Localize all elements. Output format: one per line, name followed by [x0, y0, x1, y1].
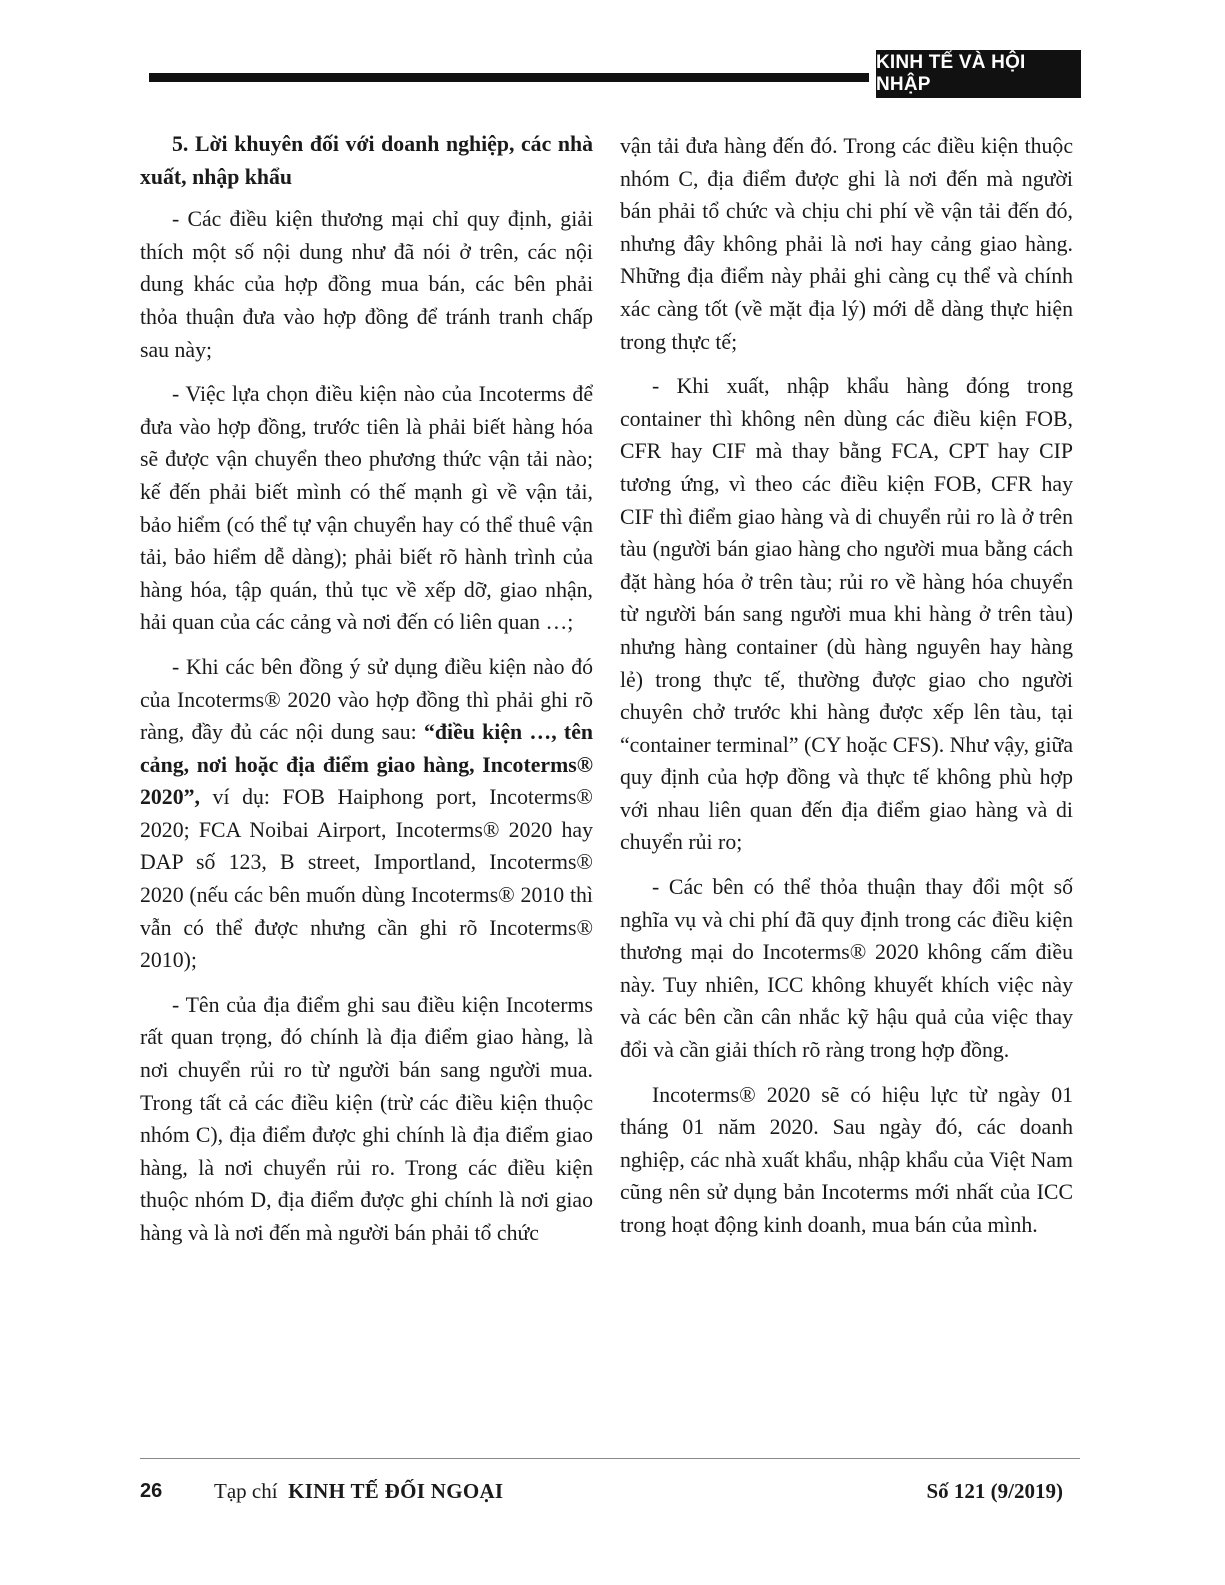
section-heading: 5. Lời khuyên đối với doanh nghiệp, các nhà xuất, nhập khẩu	[140, 132, 593, 189]
issue-number: Số 121 (9/2019)	[926, 1479, 1063, 1503]
journal-prefix: Tạp chí	[214, 1479, 278, 1503]
journal-name: KINH TẾ ĐỐI NGOẠI	[288, 1479, 504, 1503]
paragraph-text: ví dụ: FOB Haiphong port, Incoterms® 2020; FCA Noibai Airport, Incoterms® 2020 hay DAP số 123, B street, Importland, Incoterms® 2020 (nếu các bên muốn dùng Incoterms® 2010 thì vẫn có thể được nhưng cần ghi rõ Incoterms® 2010);	[140, 785, 593, 973]
paragraph	[140, 651, 593, 977]
paragraph: - Các điều kiện thương mại chỉ quy định, giải thích một số nội dung như đã nói ở trên, các nội dung khác của hợp đồng mua bán, các bên phải thỏa thuận đưa vào hợp đồng để tránh tranh chấp sau này;	[140, 207, 593, 362]
paragraph-text: - Khi các bên đồng ý sử dụng điều kiện nào đó của Incoterms® 2020 vào hợp đồng thì phải ghi rõ ràng, đầy đủ các nội dung sau:	[140, 654, 593, 745]
page-number: 26	[140, 1480, 163, 1502]
bold-phrase: “điều kiện …, tên cảng, nơi hoặc địa điểm giao hàng, Incoterms® 2020”,	[140, 720, 593, 810]
journal-title	[214, 1479, 503, 1504]
paragraph: - Các bên có thể thỏa thuận thay đổi một số nghĩa vụ và chi phí đã quy định trong các điều kiện thương mại do Incoterms® 2020 không cấm điều này. Tuy nhiên, ICC không khuyết khích việc này và các bên cần cân nhắc kỹ hậu quả của việc thay đổi và cần giải thích rõ ràng trong hợp đồng.	[620, 875, 1073, 1063]
paragraph: - Khi xuất, nhập khẩu hàng đóng trong container thì không nên dùng các điều kiện FOB, CFR hay CIF mà thay bằng FCA, CPT hay CIP tương ứng, vì theo các điều kiện FOB, CFR hay CIF thì điểm giao hàng và di chuyển rủi ro là ở trên tàu (người bán giao hàng cho người mua bằng cách đặt hàng hóa ở trên tàu; rủi ro về hàng hóa chuyển từ người bán sang người mua khi hàng ở trên tàu) nhưng hàng container (dù hàng nguyên hay hàng lẻ) trong thực tế, thường được giao cho người chuyên chở trước khi hàng được xếp lên tàu, tại “container terminal” (CY hoặc CFS). Như vậy, giữa quy định của hợp đồng và thực tế không phù hợp với nhau liên quan đến địa điểm giao hàng và di chuyển rủi ro;	[620, 374, 1073, 855]
paragraph: vận tải đưa hàng đến đó. Trong các điều kiện thuộc nhóm C, địa điểm được ghi là nơi đến mà người bán phải tổ chức và chịu chi phí về vận tải đến đó, nhưng đây không phải là nơi hay cảng giao hàng. Những địa điểm này phải ghi càng cụ thể và chính xác càng tốt (về mặt địa lý) mới dễ dàng thực hiện trong thực tế;	[620, 134, 1073, 354]
right-column	[620, 130, 1073, 1242]
paragraph: - Việc lựa chọn điều kiện nào của Incoterms để đưa vào hợp đồng, trước tiên là phải biết hàng hóa sẽ được vận chuyển theo phương thức vận tải nào; kế đến phải biết mình có thế mạnh gì về vận tải, bảo hiểm (có thể tự vận chuyển hay có thể thuê vận tải, bảo hiểm dễ dàng); phải biết rõ hành trình của hàng hóa, tập quán, thủ tục về xếp dỡ, giao nhận, hải quan của các cảng và nơi đến có liên quan …;	[140, 382, 593, 635]
footer-rule	[140, 1458, 1080, 1459]
paragraph: - Tên của địa điểm ghi sau điều kiện Incoterms rất quan trọng, đó chính là địa điểm giao hàng, là nơi chuyển rủi ro từ người bán sang người mua. Trong tất cả các điều kiện (trừ các điều kiện thuộc nhóm C), địa điểm được ghi chính là địa điểm giao hàng, là nơi chuyển rủi ro. Trong các điều kiện thuộc nhóm D, địa điểm được ghi chính là nơi giao hàng và là nơi đến mà người bán phải tổ chức	[140, 992, 593, 1245]
paragraph: Incoterms® 2020 sẽ có hiệu lực từ ngày 01 tháng 01 năm 2020. Sau ngày đó, các doanh nghiệp, các nhà xuất khẩu, nhập khẩu của Việt Nam cũng nên sử dụng bản Incoterms mới nhất của ICC trong hoạt động kinh doanh, mua bán của mình.	[620, 1082, 1073, 1237]
left-column	[140, 128, 593, 1250]
section-tag: KINH TẾ VÀ HỘI NHẬP	[876, 50, 1081, 98]
header-rule	[149, 73, 869, 82]
